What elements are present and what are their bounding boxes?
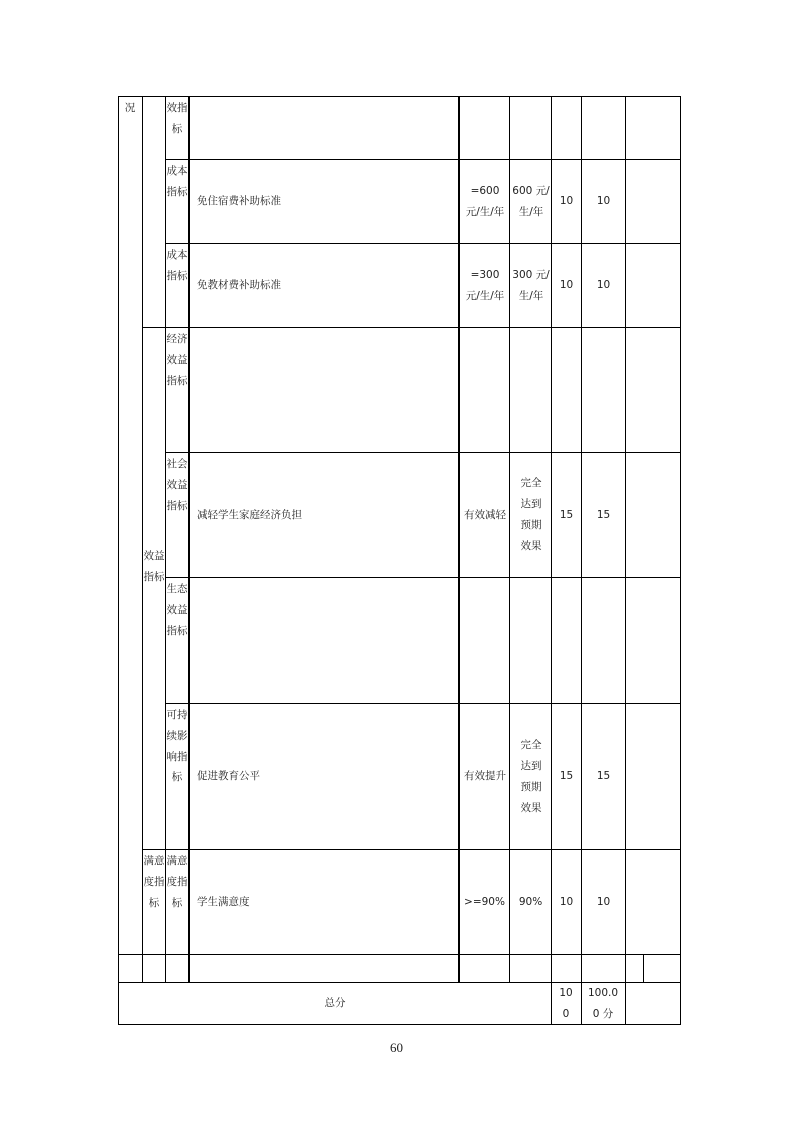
target-value: 有效提升 [464, 770, 506, 782]
indicator-name: 促进教育公平 [197, 770, 260, 782]
level3-label: 生态效益指标 [166, 583, 188, 637]
target-value: =600 元/生/年 [465, 184, 505, 218]
total-weight: 100 [559, 986, 573, 1020]
score-value: 10 [596, 279, 611, 291]
weight-value: 10 [559, 279, 574, 291]
total-score: 100.00 分 [587, 986, 619, 1020]
level2-satisfaction-label: 满意度指标 [143, 855, 165, 909]
level3-label: 社会效益指标 [166, 458, 188, 512]
actual-value: 600 元/生/年 [512, 184, 550, 218]
score-value: 15 [596, 770, 611, 782]
weight-value: 10 [559, 895, 574, 908]
actual-value: 完全达到预期效果 [520, 738, 542, 814]
target-value: 有效减轻 [464, 508, 506, 521]
indicator-name: 免住宿费补助标准 [197, 195, 281, 207]
section-label: 况 [124, 102, 136, 114]
level3-label: 效指标 [166, 102, 188, 135]
level3-label: 可持续影响指标 [166, 709, 188, 784]
indicator-name: 免教材费补助标准 [197, 279, 281, 291]
level3-label: 满意度指标 [166, 855, 188, 909]
weight-value: 15 [559, 508, 574, 521]
indicator-name: 学生满意度 [197, 895, 250, 908]
score-value: 10 [596, 895, 611, 908]
page-number: 60 [390, 1040, 403, 1055]
score-value: 15 [596, 508, 611, 521]
actual-value: 完全达到预期效果 [520, 477, 542, 552]
level3-label: 成本指标 [166, 249, 188, 282]
level3-label: 经济效益指标 [166, 333, 188, 387]
level2-benefit-label: 效益指标 [143, 550, 165, 583]
total-label: 总分 [324, 997, 346, 1009]
level3-label: 成本指标 [166, 165, 188, 198]
target-value: =300 元/生/年 [465, 268, 505, 302]
actual-value: 90% [518, 895, 543, 908]
score-value: 10 [596, 195, 611, 207]
weight-value: 10 [559, 195, 574, 207]
actual-value: 300 元/生/年 [512, 268, 550, 302]
target-value: >=90% [464, 895, 505, 908]
indicator-name: 减轻学生家庭经济负担 [197, 508, 302, 521]
weight-value: 15 [559, 770, 574, 782]
